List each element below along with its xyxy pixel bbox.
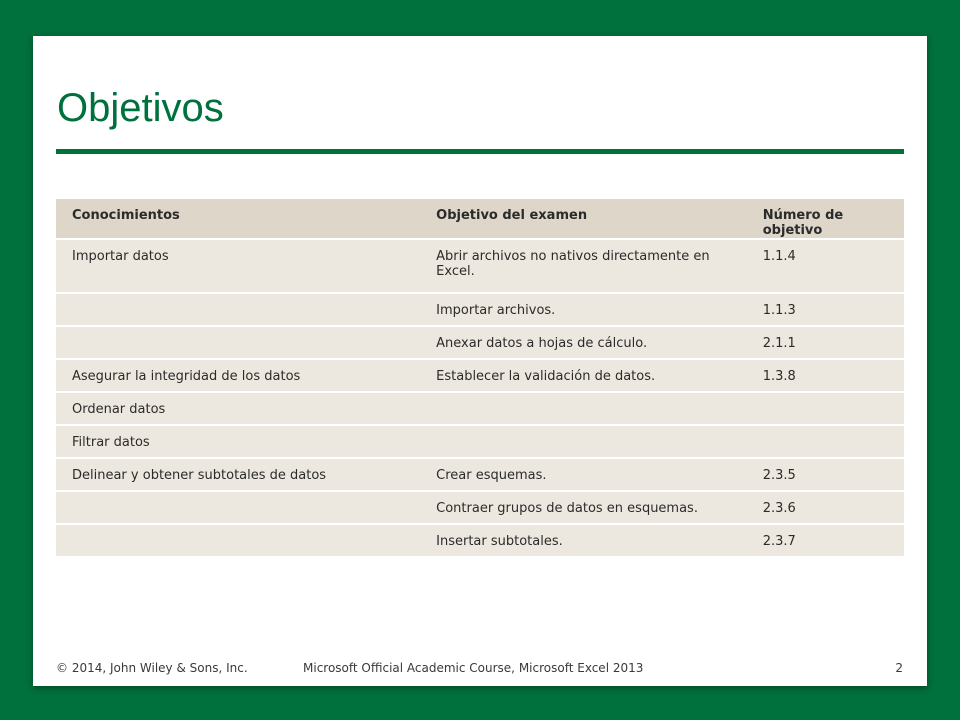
slide	[33, 36, 927, 686]
table-row	[56, 458, 904, 491]
cell-skill	[56, 491, 420, 524]
cell-objective: Anexar datos a hojas de cálculo.	[420, 326, 747, 359]
cell-number: 1.3.8	[747, 359, 904, 392]
cell-skill: Ordenar datos	[56, 392, 420, 425]
footer-course: Microsoft Official Academic Course, Microsoft Excel 2013	[303, 661, 644, 675]
cell-objective: Crear esquemas.	[420, 458, 747, 491]
table-row	[56, 359, 904, 392]
cell-objective: Contraer grupos de datos en esquemas.	[420, 491, 747, 524]
header-conocimientos: Conocimientos	[56, 199, 420, 239]
cell-objective	[420, 425, 747, 458]
cell-number: 1.1.4	[747, 239, 904, 293]
table-row	[56, 326, 904, 359]
table-row	[56, 425, 904, 458]
table-row	[56, 491, 904, 524]
cell-skill: Asegurar la integridad de los datos	[56, 359, 420, 392]
table-row	[56, 392, 904, 425]
cell-number: 2.3.6	[747, 491, 904, 524]
cell-skill: Delinear y obtener subtotales de datos	[56, 458, 420, 491]
cell-number: 2.3.7	[747, 524, 904, 557]
cell-skill: Importar datos	[56, 239, 420, 293]
cell-objective: Insertar subtotales.	[420, 524, 747, 557]
cell-number	[747, 425, 904, 458]
cell-number: 2.1.1	[747, 326, 904, 359]
footer-page-number: 2	[895, 661, 903, 675]
cell-objective	[420, 392, 747, 425]
cell-objective: Abrir archivos no nativos directamente en Excel.	[420, 239, 747, 293]
header-objetivo: Objetivo del examen	[420, 199, 747, 239]
cell-number	[747, 392, 904, 425]
table-header-row	[56, 199, 904, 239]
cell-skill	[56, 524, 420, 557]
slide-title: Objetivos	[57, 86, 224, 130]
objectives-table	[56, 199, 904, 558]
cell-objective: Importar archivos.	[420, 293, 747, 326]
cell-skill	[56, 326, 420, 359]
cell-objective: Establecer la validación de datos.	[420, 359, 747, 392]
table-row	[56, 239, 904, 293]
footer-copyright: © 2014, John Wiley & Sons, Inc.	[56, 661, 248, 675]
cell-number: 1.1.3	[747, 293, 904, 326]
table-row	[56, 293, 904, 326]
cell-skill	[56, 293, 420, 326]
table-row	[56, 524, 904, 557]
title-divider	[56, 149, 904, 154]
cell-skill: Filtrar datos	[56, 425, 420, 458]
header-numero: Número de objetivo	[747, 199, 904, 239]
cell-number: 2.3.5	[747, 458, 904, 491]
